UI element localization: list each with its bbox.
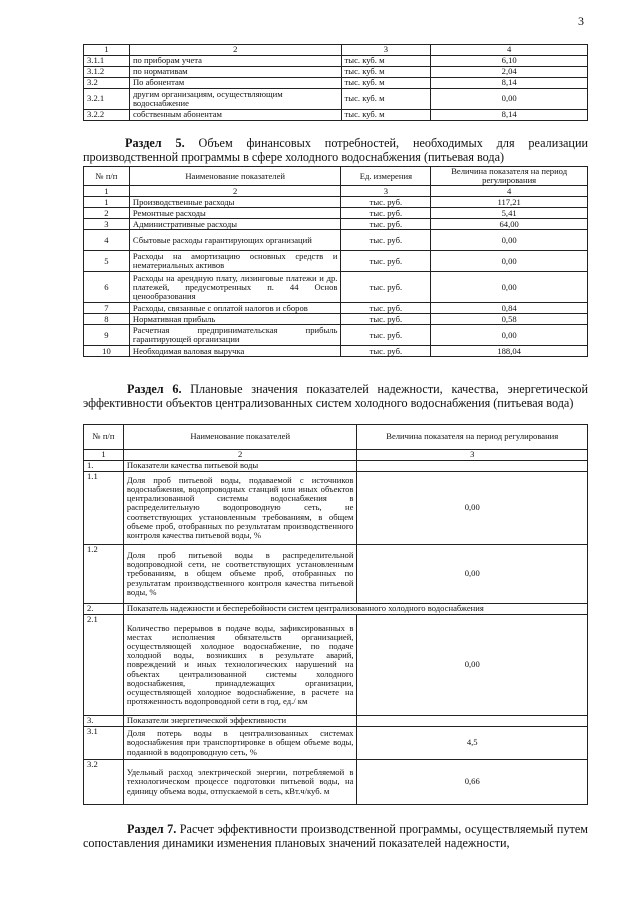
section-6-heading [83, 382, 588, 410]
row-value: 8,14 [431, 110, 588, 121]
section-6-text: Плановые значения показателей надежности, качества, энергетической эффективности объектов централизованных систем холодного водоснабжения (питьевая вода) [83, 382, 588, 410]
header-cell: № п/п [84, 425, 124, 450]
row-number: 5 [84, 251, 130, 272]
row-number: 1.1 [84, 472, 124, 545]
row-unit: тыс. руб. [341, 303, 431, 314]
row-value: 64,00 [431, 219, 588, 230]
header-cell: Величина показателя на период регулирования [431, 167, 588, 186]
row-number: 3 [84, 219, 130, 230]
row-unit: тыс. руб. [341, 325, 431, 346]
row-value: 0,58 [431, 314, 588, 325]
row-unit: тыс. руб. [341, 251, 431, 272]
row-number: 2. [84, 604, 124, 615]
row-unit: тыс. руб. [341, 272, 431, 303]
row-unit: тыс. руб. [341, 314, 431, 325]
group-row [84, 461, 588, 472]
table-header-row [84, 425, 588, 450]
water-volume-table [83, 44, 588, 121]
row-label: Расходы, связанные с оплатой налогов и сборов [129, 303, 341, 314]
row-value: 2,04 [431, 67, 588, 78]
row-number: 3.1 [84, 727, 124, 760]
section-6-label: Раздел 6. [127, 382, 182, 396]
financial-needs-table [83, 166, 588, 357]
row-label: Удельный расход электрической энергии, потребляемой в технологическом процессе подготовки питьевой воды, на единицу объема воды, отпускаемой в сеть, кВт.ч/куб. м [123, 760, 357, 805]
row-label: Ремонтные расходы [129, 208, 341, 219]
table-row [84, 89, 588, 110]
row-number: 1.2 [84, 545, 124, 604]
row-unit: тыс. куб. м [341, 56, 431, 67]
row-unit: тыс. руб. [341, 230, 431, 251]
header-cell: Величина показателя на период регулирования [357, 425, 588, 450]
col-number: 1 [84, 186, 130, 197]
col-number: 2 [129, 45, 341, 56]
table-row [84, 272, 588, 303]
col-number: 2 [129, 186, 341, 197]
header-cell: Наименование показателей [123, 425, 357, 450]
table-header-row [84, 45, 588, 56]
header-cell: Наименование показателей [129, 167, 341, 186]
row-label: Доля потерь воды в централизованных системах водоснабжения при транспортировке в общем объеме воды, поданной в водопроводную сеть, % [123, 727, 357, 760]
col-number: 3 [341, 45, 431, 56]
row-number: 2.1 [84, 615, 124, 716]
row-label: по приборам учета [129, 56, 341, 67]
row-number: 1. [84, 461, 124, 472]
row-number: 1 [84, 197, 130, 208]
row-value: 0,00 [357, 615, 588, 716]
row-label: Расходы на арендную плату, лизинговые платежи и др. платежей, предусмотренных п. 44 Основ ценообразования [129, 272, 341, 303]
table-row [84, 760, 588, 805]
row-label: по нормативам [129, 67, 341, 78]
table-row [84, 78, 588, 89]
group-label: Показатели энергетической эффективности [123, 716, 357, 727]
row-label: Сбытовые расходы гарантирующих организаций [129, 230, 341, 251]
row-number: 10 [84, 346, 130, 357]
row-number: 3.2 [84, 760, 124, 805]
group-row [84, 604, 588, 615]
table-row [84, 110, 588, 121]
table-row [84, 251, 588, 272]
row-label: Расходы на амортизацию основных средств и нематериальных активов [129, 251, 341, 272]
row-unit: тыс. руб. [341, 197, 431, 208]
section-7-text: Расчет эффективности производственной программы, осуществляемый путем сопоставления динамики изменения плановых значений показателей надежности, [83, 822, 588, 850]
row-number: 2 [84, 208, 130, 219]
row-unit: тыс. куб. м [341, 78, 431, 89]
table-row [84, 230, 588, 251]
section-5-heading [83, 136, 588, 164]
row-label: Производственные расходы [129, 197, 341, 208]
row-number: 6 [84, 272, 130, 303]
table-row [84, 615, 588, 716]
row-value: 0,00 [431, 325, 588, 346]
row-label: Доля проб питьевой воды, подаваемой с источников водоснабжения, водопроводных станций или иных объектов централизованной системы водоснабжения в распределительную водопроводную сеть, не соответствующих установленным требованиям, в общем объеме проб, отобранных по результатам производственного контроля качества питьевой воды, % [123, 472, 357, 545]
row-label: другим организациям, осуществляющим водоснабжение [129, 89, 341, 110]
row-code: 3.1.2 [84, 67, 130, 78]
row-value: 117,21 [431, 197, 588, 208]
row-unit: тыс. куб. м [341, 67, 431, 78]
row-unit: тыс. куб. м [341, 89, 431, 110]
row-value: 0,00 [357, 472, 588, 545]
row-unit: тыс. руб. [341, 208, 431, 219]
row-code: 3.2.1 [84, 89, 130, 110]
row-label: По абонентам [129, 78, 341, 89]
column-number-row [84, 450, 588, 461]
section-7-heading [83, 822, 588, 850]
col-number: 3 [357, 450, 588, 461]
row-unit: тыс. руб. [341, 346, 431, 357]
row-label: Нормативная прибыль [129, 314, 341, 325]
group-row [84, 716, 588, 727]
row-unit: тыс. руб. [341, 219, 431, 230]
row-value: 0,00 [431, 251, 588, 272]
row-value: 0,00 [431, 272, 588, 303]
row-label: Количество перерывов в подаче воды, зафиксированных в местах исполнения обязательств организацией, осуществляющей холодное водоснабжение, по подаче холодной воды, возникших в результате аварий, повреждений и иных технологических нарушений на объектах централизованной системы холодного водоснабжения, принадлежащих организации, осуществляющей холодное водоснабжение, в расчете на протяженность водопроводной сети в год, ед./ км [123, 615, 357, 716]
row-label: собственным абонентам [129, 110, 341, 121]
row-number: 7 [84, 303, 130, 314]
col-number: 1 [84, 450, 124, 461]
row-label: Административные расходы [129, 219, 341, 230]
column-number-row [84, 186, 588, 197]
group-label: Показатель надежности и бесперебойности систем централизованного холодного водоснабжения [123, 604, 587, 615]
table-header-row [84, 167, 588, 186]
table-row [84, 727, 588, 760]
row-code: 3.1.1 [84, 56, 130, 67]
table-row [84, 325, 588, 346]
table-row [84, 208, 588, 219]
row-label: Необходимая валовая выручка [129, 346, 341, 357]
table-row [84, 219, 588, 230]
row-value: 0,00 [431, 89, 588, 110]
table-row [84, 67, 588, 78]
header-cell: № п/п [84, 167, 130, 186]
col-number: 4 [431, 186, 588, 197]
table-row [84, 303, 588, 314]
row-value: 0,66 [357, 760, 588, 805]
row-code: 3.2.2 [84, 110, 130, 121]
col-number: 2 [123, 450, 357, 461]
group-label: Показатели качества питьевой воды [123, 461, 357, 472]
col-number: 4 [431, 45, 588, 56]
table-row [84, 197, 588, 208]
table-row [84, 472, 588, 545]
row-number: 3. [84, 716, 124, 727]
row-code: 3.2 [84, 78, 130, 89]
section-5-label: Раздел 5. [125, 136, 185, 150]
header-cell: Ед. измерения [341, 167, 431, 186]
row-value: 0,00 [357, 545, 588, 604]
col-number: 3 [341, 186, 431, 197]
table-row [84, 545, 588, 604]
row-label: Расчетная предпринимательская прибыль гарантирующей организации [129, 325, 341, 346]
empty-cell [357, 461, 588, 472]
row-number: 9 [84, 325, 130, 346]
row-value: 4,5 [357, 727, 588, 760]
table-row [84, 346, 588, 357]
row-value: 6,10 [431, 56, 588, 67]
empty-cell [357, 716, 588, 727]
row-value: 0,84 [431, 303, 588, 314]
table-row [84, 56, 588, 67]
row-number: 8 [84, 314, 130, 325]
page-number: 3 [578, 14, 584, 28]
row-unit: тыс. куб. м [341, 110, 431, 121]
section-5-text: Объем финансовых потребностей, необходимых для реализации производственной программы в сфере холодного водоснабжения (питьевая вода) [83, 136, 589, 164]
row-value: 0,00 [431, 230, 588, 251]
row-label: Доля проб питьевой воды в распределительной водопроводной сети, не соответствующих установленным требованиям, в общем объеме проб, отобранных по результатам производственного контроля качества питьевой воды, % [123, 545, 357, 604]
row-value: 8,14 [431, 78, 588, 89]
row-value: 5,41 [431, 208, 588, 219]
section-7-label: Раздел 7. [127, 822, 177, 836]
indicators-table [83, 424, 588, 805]
table-row [84, 314, 588, 325]
col-number: 1 [84, 45, 130, 56]
row-value: 188,04 [431, 346, 588, 357]
row-number: 4 [84, 230, 130, 251]
